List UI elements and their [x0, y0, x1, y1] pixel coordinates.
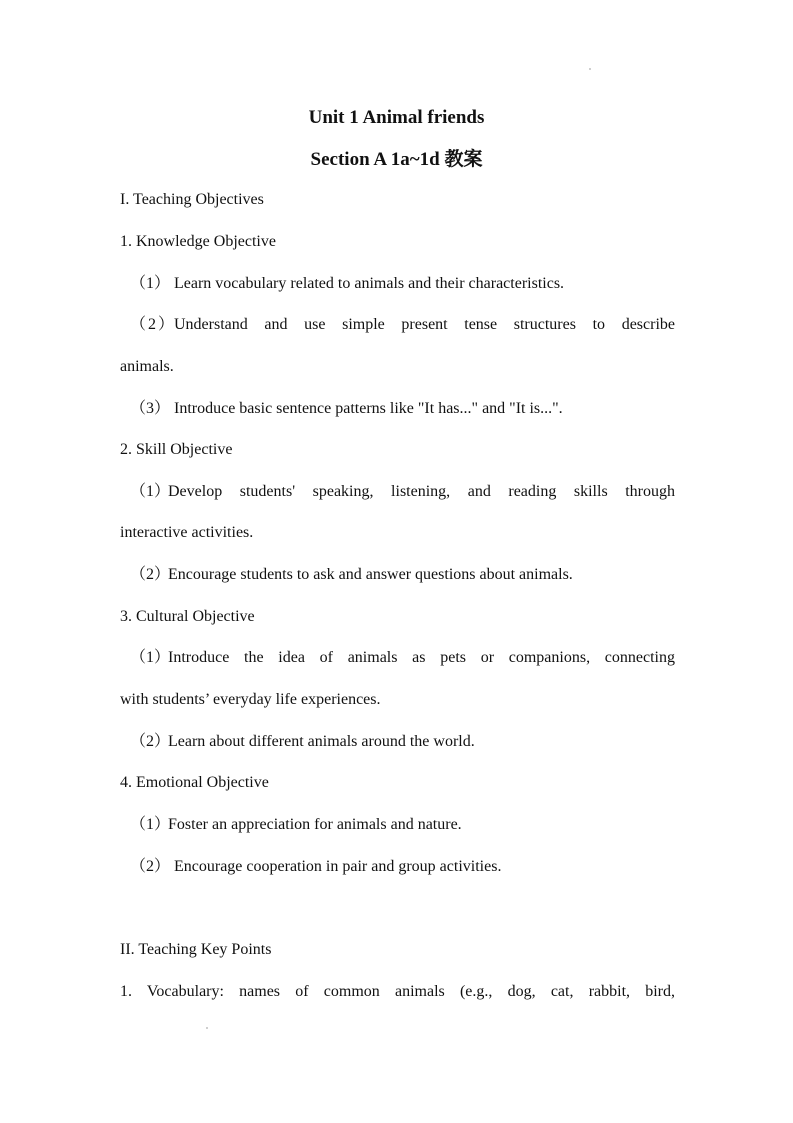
item-text: Learn vocabulary related to animals and their characteristics. — [174, 275, 565, 292]
cultural-item-1-continued: with students’ everyday life experiences. — [120, 691, 381, 708]
item-text: Foster an appreciation for animals and nature. — [168, 816, 462, 833]
item-number: （1） — [130, 483, 171, 500]
item-number: （1） — [130, 275, 171, 292]
item-text: Introduce basic sentence patterns like "It has..." and "It is...". — [174, 400, 563, 417]
item-number: （2） — [130, 316, 174, 333]
skill-item-1 — [130, 482, 675, 502]
document-subtitle: Section A 1a~1d 教案 — [310, 149, 483, 170]
skill-item-2 — [130, 565, 675, 585]
emotional-heading: 4. Emotional Objective — [120, 774, 269, 791]
item-number: （3） — [130, 400, 171, 417]
item-text: Learn about different animals around the world. — [168, 733, 475, 750]
emotional-item-2 — [130, 857, 675, 877]
item-text: Encourage cooperation in pair and group activities. — [174, 858, 502, 875]
section-heading-objectives: I. Teaching Objectives — [120, 191, 264, 208]
skill-item-1-continued: interactive activities. — [120, 524, 254, 541]
knowledge-item-3 — [130, 399, 675, 419]
section-heading-key-points: II. Teaching Key Points — [120, 941, 272, 958]
emotional-item-1 — [130, 815, 675, 835]
item-number: （2） — [130, 858, 171, 875]
knowledge-item-1 — [130, 274, 675, 294]
item-text: Encourage students to ask and answer questions about animals. — [168, 566, 573, 583]
knowledge-item-2 — [130, 315, 675, 335]
skill-heading: 2. Skill Objective — [120, 441, 233, 458]
cultural-item-2 — [130, 732, 675, 752]
cultural-heading: 3. Cultural Objective — [120, 608, 255, 625]
knowledge-heading: 1. Knowledge Objective — [120, 233, 276, 250]
item-number: （1） — [130, 816, 171, 833]
item-text: Introduce the idea of animals as pets or companions, connecting — [168, 649, 675, 666]
scan-speck — [589, 68, 591, 70]
scan-speck — [206, 1027, 208, 1029]
cultural-item-1 — [130, 648, 675, 668]
item-text: Develop students' speaking, listening, and reading skills through — [168, 483, 675, 500]
knowledge-item-2-continued: animals. — [120, 358, 174, 375]
key-point-item-1: 1. Vocabulary: names of common animals (e.g., dog, cat, rabbit, bird, — [120, 983, 675, 1000]
item-number: （1） — [130, 649, 171, 666]
item-number: （2） — [130, 566, 171, 583]
item-number: （2） — [130, 733, 171, 750]
document-title: Unit 1 Animal friends — [308, 107, 485, 128]
item-text: Understand and use simple present tense structures to describe — [174, 316, 675, 333]
